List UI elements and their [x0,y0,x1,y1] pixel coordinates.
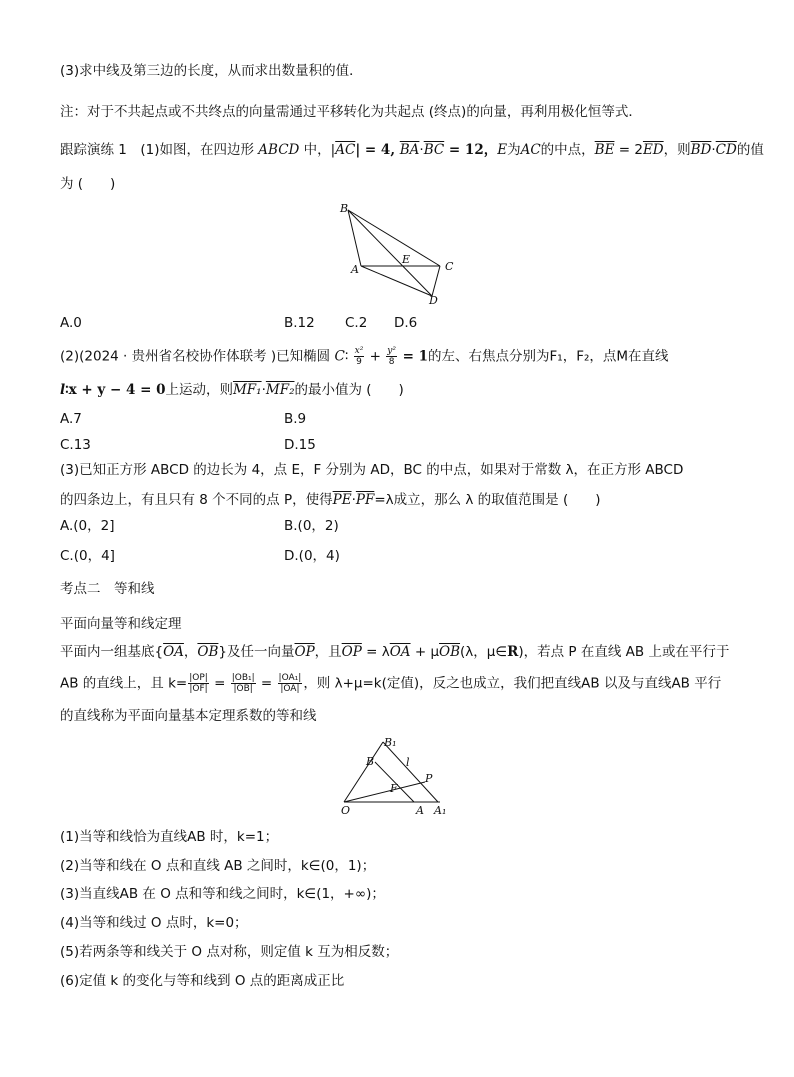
exercise-line-2: 为 ( ) [60,176,116,192]
property-2: (2)当等和线在 O 点和直线 AB 之间时，k∈(0，1)； [60,858,376,874]
property-1: (1)当等和线恰为直线AB 时，k=1； [60,829,279,845]
q3-option-b[interactable]: B.(0，2) [284,518,339,534]
q3-line-1: (3)已知正方形 ABCD 的边长为 4，点 E，F 分别为 AD，BC 的中点，如果对于常数 λ，在正方形 ABCD [60,462,684,478]
theorem-line-1: 平面内一组基底{$\overline{OA}$，$\overline{OB}$}及任一向量$\overline{OP}$，且$\overline{OP} = \lambda\overline{OA} + \mu\overline{OB}(\lambda$，μ∈R)，若点 P 在直线 AB 上或在平行于 [60,644,730,660]
section-title: 考点二 等和线 [60,581,155,597]
theorem-line-2: AB 的直线上，且 k= $\frac{|OP|}{|OF|}$ = $\frac{\text{|OB₁|}}{|OB|}$ = $\frac{\text{|OA₁|}}{|OA|}$ ，则 λ+μ=k(定值)，反之也成立，我们把直线AB 以及与直线AB 平行 [60,673,722,694]
q1-option-d[interactable]: D.6 [394,315,418,331]
q3-option-a[interactable]: A.(0，2] [60,518,115,534]
q3-option-c[interactable]: C.(0，4] [60,548,115,564]
label-e: E [402,253,411,266]
label-a1: A₁ [434,804,447,817]
q3-option-d[interactable]: D.(0，4) [284,548,340,564]
label-b1: B₁ [384,736,397,749]
q1-option-c[interactable]: C.2 [345,315,368,331]
q2-option-b[interactable]: B.9 [284,411,307,427]
text-line-1: (3)求中线及第三边的长度，从而求出数量积的值． [60,63,363,79]
label-b: B [366,755,375,768]
label-f: F [390,782,398,795]
label-d: D [429,294,438,307]
q1-option-a[interactable]: A.0 [60,315,82,331]
label-p: P [425,772,433,785]
property-3: (3)当直线AB 在 O 点和等和线之间时，k∈(1，+∞)； [60,886,385,902]
q2-line-2: l∶x + y − 4 = 0上运动，则MF₁·MF₂的最小值为 ( ) [60,382,404,398]
label-b: B [340,202,349,215]
equal-sum-line-figure [330,732,460,822]
theorem-title: 平面向量等和线定理 [60,616,182,632]
note-line: 注：对于不共起点或不共终点的向量需通过平移转化为共起点 (终点)的向量，再利用极化恒等式． [60,104,642,120]
label-c: C [445,260,454,273]
label-l: l [406,756,410,769]
exercise-line-1: 跟踪演练 1 (1)如图，在四边形 ABCD 中，$|\overline{AC}| = 4$, $\overline{BA}\cdot\overline{BC} = 12$，E为AC的中点，$\overline{BE} = 2\overline{ED}$，则$\overline{BD}\cdot\overline{CD}$的值 [60,142,764,158]
label-a: A [351,263,359,276]
label-o: O [341,804,351,817]
q3-line-2: 的四条边上，有且只有 8 个不同的点 P，使得$\overline{PE}\cdot\overline{PF}=\lambda$成立，那么 λ 的取值范围是 ( ) [60,492,601,508]
property-6: (6)定值 k 的变化与等和线到 O 点的距离成正比 [60,973,345,989]
q2-option-c[interactable]: C.13 [60,437,91,453]
quadrilateral-figure [335,200,465,310]
property-4: (4)当等和线过 O 点时，k=0； [60,915,248,931]
q1-option-b[interactable]: B.12 [284,315,315,331]
q2-line-1: (2)(2024 · 贵州省名校协作体联考 )已知椭圆 C∶ $\frac{\text{x²}}{9}$ + $\frac{\text{y²}}{8}$ = 1的左、右焦点分别为F₁，F₂，点M在直线 [60,346,669,367]
q2-option-d[interactable]: D.15 [284,437,316,453]
label-a: A [416,804,424,817]
q2-option-a[interactable]: A.7 [60,411,82,427]
property-5: (5)若两条等和线关于 O 点对称，则定值 k 互为相反数； [60,944,399,960]
theorem-line-3: 的直线称为平面向量基本定理系数的等和线 [60,708,317,724]
